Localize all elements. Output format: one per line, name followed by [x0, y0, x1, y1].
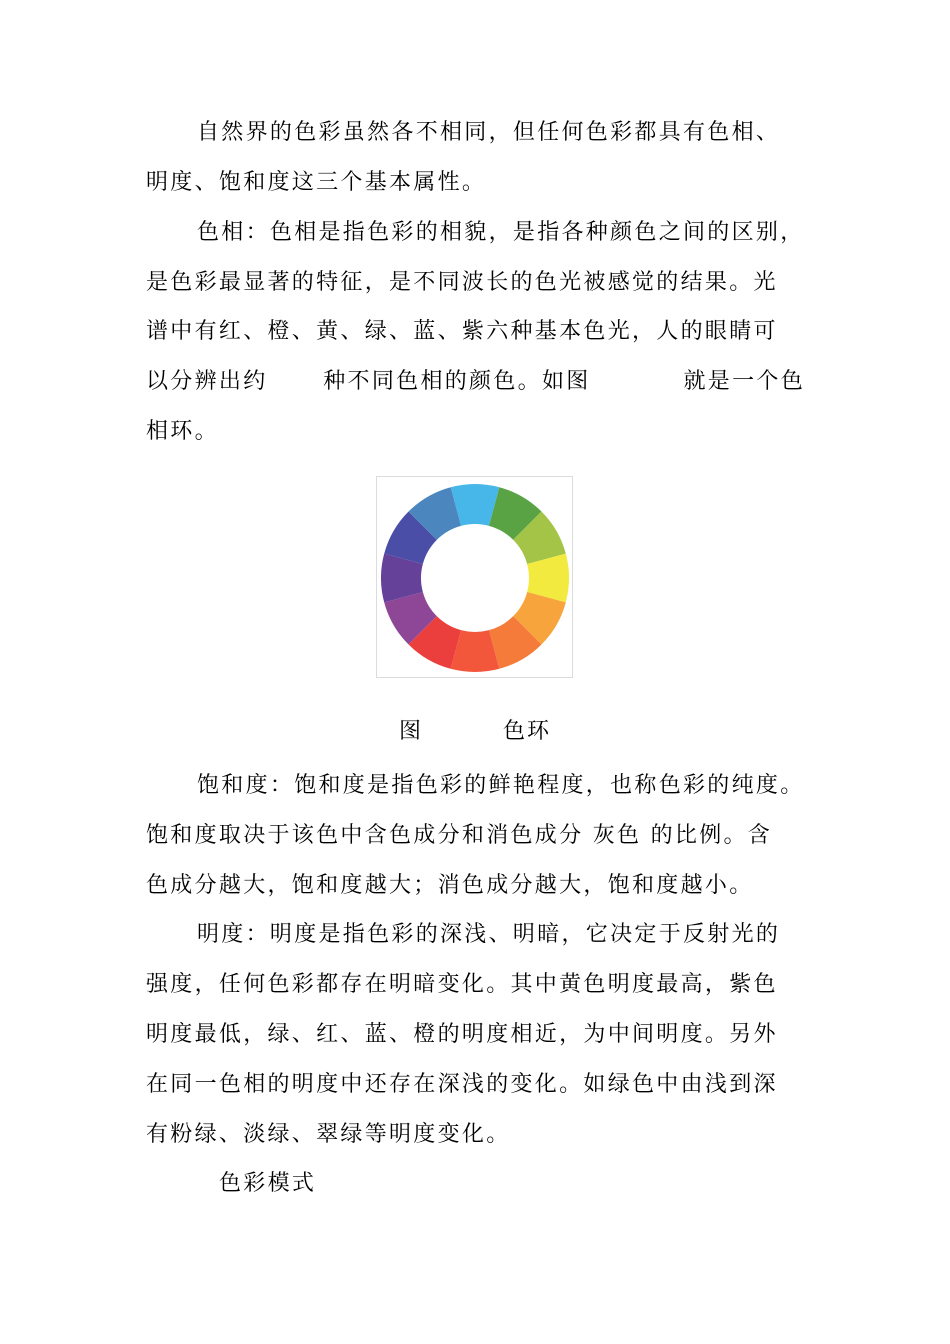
paragraph-brightness-line-3: 明度最低，绿、红、蓝、橙的明度相近，为中间明度。另外: [146, 1022, 778, 1047]
section-heading: 色彩模式: [219, 1171, 317, 1196]
paragraph-saturation-line-3: 色成分越大，饱和度越大；消色成分越大，饱和度越小。: [146, 873, 754, 898]
paragraph-intro-line-1: 自然界的色彩虽然各不相同，但任何色彩都具有色相、: [197, 120, 781, 145]
paragraph-intro-line-2: 明度、饱和度这三个基本属性。: [146, 170, 487, 195]
color-wheel-image: [377, 477, 574, 679]
color-wheel-figure: [376, 476, 573, 678]
paragraph-brightness-line-1: 明度：明度是指色彩的深浅、明暗，它决定于反射光的: [197, 922, 781, 947]
paragraph-brightness-line-2: 强度，任何色彩都存在明暗变化。其中黄色明度最高，紫色: [146, 972, 778, 997]
paragraph-brightness-line-4: 在同一色相的明度中还存在深浅的变化。如绿色中由浅到深: [146, 1072, 778, 1097]
paragraph-hue-line-2: 是色彩最显著的特征，是不同波长的色光被感觉的结果。光: [146, 270, 778, 295]
paragraph-saturation-line-1: 饱和度：饱和度是指色彩的鲜艳程度，也称色彩的纯度。: [197, 773, 805, 798]
figure-caption-label: 图: [399, 719, 424, 744]
paragraph-hue-line-1: 色相：色相是指色彩的相貌，是指各种颜色之间的区别，: [197, 220, 805, 245]
paragraph-hue-line-3: 谱中有红、橙、黄、绿、蓝、紫六种基本色光，人的眼睛可: [146, 319, 778, 344]
paragraph-hue-line-5: 相环。: [146, 419, 219, 444]
paragraph-hue-line-4: 以分辨出约 种不同色相的颜色。如图 就是一个色: [146, 369, 805, 394]
paragraph-saturation-line-2: 饱和度取决于该色中含色成分和消色成分 灰色 的比例。含: [146, 823, 773, 848]
paragraph-brightness-line-5: 有粉绿、淡绿、翠绿等明度变化。: [146, 1122, 511, 1147]
figure-caption-title: 色环: [503, 719, 552, 744]
